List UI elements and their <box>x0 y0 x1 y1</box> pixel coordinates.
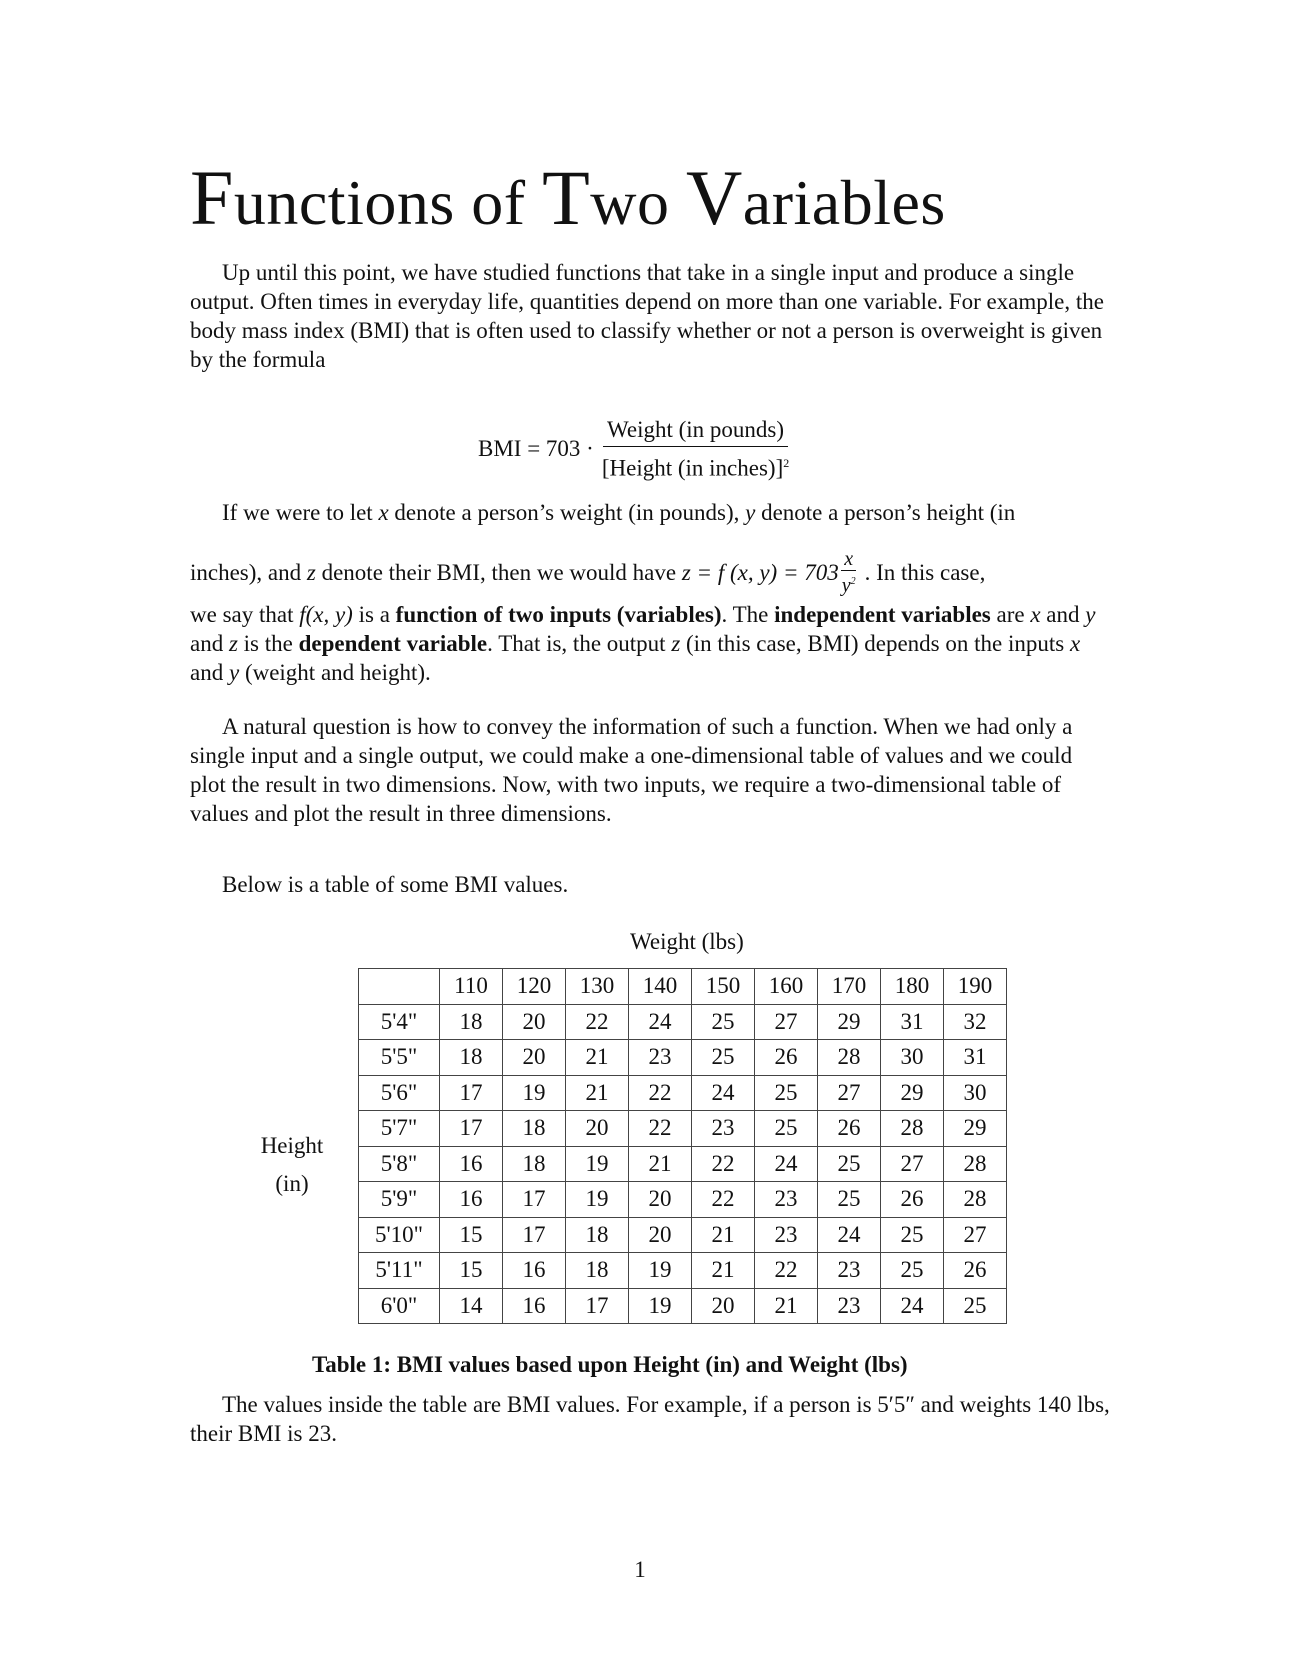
bmi-value-cell: 26 <box>944 1253 1007 1289</box>
bmi-value-cell: 32 <box>944 1004 1007 1040</box>
bmi-value-cell: 23 <box>692 1111 755 1147</box>
bmi-value-cell: 26 <box>818 1111 881 1147</box>
bmi-value-cell: 19 <box>503 1075 566 1111</box>
bmi-value-cell: 22 <box>629 1075 692 1111</box>
bmi-value-cell: 24 <box>692 1075 755 1111</box>
bmi-value-cell: 25 <box>818 1182 881 1218</box>
title-part: T <box>542 154 591 241</box>
bmi-value-cell: 17 <box>440 1075 503 1111</box>
text: and <box>1040 602 1086 627</box>
bmi-value-cell: 20 <box>566 1111 629 1147</box>
function-equation: z = f (x, y) = 703 <box>681 559 839 585</box>
table-row <box>359 1288 1007 1324</box>
bmi-value-cell: 27 <box>944 1217 1007 1253</box>
text: denote a person’s height (in <box>755 500 1016 525</box>
bmi-value-cell: 23 <box>755 1182 818 1218</box>
table-row <box>359 1182 1007 1218</box>
bmi-value-cell: 21 <box>629 1146 692 1182</box>
height-row-header: 5'8" <box>359 1146 440 1182</box>
formula-numerator: Weight (in pounds) <box>603 416 788 447</box>
bmi-value-cell: 28 <box>944 1146 1007 1182</box>
table-body <box>359 1004 1007 1324</box>
bmi-value-cell: 16 <box>503 1253 566 1289</box>
text: . The <box>721 602 775 627</box>
fraction-numerator: x <box>841 548 856 571</box>
bmi-value-cell: 16 <box>440 1182 503 1218</box>
bmi-value-cell: 29 <box>881 1075 944 1111</box>
denominator-exponent: 2 <box>783 456 790 470</box>
title-part: ariables <box>742 167 946 238</box>
height-row-header: 5'10" <box>359 1217 440 1253</box>
bmi-value-cell: 17 <box>566 1288 629 1324</box>
text: and <box>190 660 229 685</box>
bmi-value-cell: 28 <box>818 1040 881 1076</box>
bmi-value-cell: 21 <box>692 1217 755 1253</box>
formula-denominator <box>598 447 793 483</box>
bmi-value-cell: 27 <box>881 1146 944 1182</box>
bmi-value-cell: 24 <box>755 1146 818 1182</box>
bmi-value-cell: 19 <box>629 1288 692 1324</box>
bmi-value-cell: 22 <box>755 1253 818 1289</box>
table-header-row <box>359 969 1007 1005</box>
bmi-value-cell: 23 <box>818 1288 881 1324</box>
table-corner-cell <box>359 969 440 1005</box>
bmi-value-cell: 22 <box>566 1004 629 1040</box>
bmi-value-cell: 15 <box>440 1253 503 1289</box>
question-paragraph: A natural question is how to convey the information of such a function. When we had only a single input and a single output, we could make a one-dimensional table of values and we could plot the result in two dimensions. Now, with two inputs, we require a two-dimensional table of values and plot the result in three dimensions. <box>190 714 1073 826</box>
intro-paragraph: Up until this point, we have studied functions that take in a single input and produce a single output. Often times in everyday life, quantities depend on more than one variable. For example, the body mass index (BMI) that is often used to classify whether or not a person is overweight is given by the formula <box>190 260 1104 372</box>
bmi-value-cell: 25 <box>944 1288 1007 1324</box>
text: If we were to let <box>222 500 379 525</box>
var-y: y <box>1085 602 1096 627</box>
weight-header: 160 <box>755 969 818 1005</box>
weight-header: 180 <box>881 969 944 1005</box>
title-part: V <box>685 154 743 241</box>
formula-lhs: BMI = 703 · <box>478 436 594 462</box>
bmi-value-cell: 27 <box>818 1075 881 1111</box>
bmi-value-cell: 22 <box>692 1182 755 1218</box>
weight-header: 140 <box>629 969 692 1005</box>
height-row-header: 5'5" <box>359 1040 440 1076</box>
bmi-value-cell: 30 <box>881 1040 944 1076</box>
var-y: y <box>228 660 240 685</box>
title-part: F <box>190 154 234 241</box>
text: . That is, the output <box>487 631 672 656</box>
bmi-value-cell: 17 <box>440 1111 503 1147</box>
variables-paragraph-line2 <box>190 548 1110 597</box>
bmi-value-cell: 18 <box>566 1253 629 1289</box>
weight-header: 190 <box>944 969 1007 1005</box>
bmi-value-cell: 20 <box>629 1182 692 1218</box>
bmi-value-cell: 25 <box>881 1253 944 1289</box>
bmi-value-cell: 18 <box>440 1004 503 1040</box>
text: is a <box>352 602 396 627</box>
text: depends on the inputs <box>864 631 1070 656</box>
bmi-value-cell: 23 <box>818 1253 881 1289</box>
bmi-value-cell: 31 <box>881 1004 944 1040</box>
bmi-value-cell: 27 <box>755 1004 818 1040</box>
table-row <box>359 1004 1007 1040</box>
bmi-value-cell: 18 <box>440 1040 503 1076</box>
height-label-line1: Height <box>260 1133 324 1158</box>
bmi-value-cell: 23 <box>629 1040 692 1076</box>
bmi-value-cell: 28 <box>881 1111 944 1147</box>
bmi-value-cell: 14 <box>440 1288 503 1324</box>
bmi-value-cell: 26 <box>755 1040 818 1076</box>
bmi-value-cell: 15 <box>440 1217 503 1253</box>
denominator-text: [Height (in inches)] <box>601 455 784 481</box>
table-row <box>359 1146 1007 1182</box>
bmi-value-cell: 17 <box>503 1217 566 1253</box>
bmi-table <box>358 968 1007 1324</box>
weight-header: 150 <box>692 969 755 1005</box>
bmi-value-cell: 24 <box>881 1288 944 1324</box>
title-part: wo <box>590 167 686 238</box>
text: are <box>996 602 1031 627</box>
bmi-value-cell: 20 <box>503 1040 566 1076</box>
bmi-value-cell: 24 <box>629 1004 692 1040</box>
bmi-value-cell: 22 <box>692 1146 755 1182</box>
fraction-den-var: y <box>841 574 851 597</box>
height-row-header: 6'0" <box>359 1288 440 1324</box>
bmi-value-cell: 22 <box>629 1111 692 1147</box>
var-z: z <box>671 631 681 656</box>
title-part: unctions of <box>233 167 543 238</box>
page-title <box>190 154 946 243</box>
bmi-value-cell: 26 <box>881 1182 944 1218</box>
text: and <box>190 631 229 656</box>
bmi-value-cell: 31 <box>944 1040 1007 1076</box>
weight-header: 110 <box>440 969 503 1005</box>
text: we say that <box>190 602 300 627</box>
weight-header: 130 <box>566 969 629 1005</box>
fraction-exponent: 2 <box>850 576 856 587</box>
bold-term: independent variables <box>774 602 991 627</box>
text: (weight and height). <box>239 660 431 685</box>
var-x: x <box>1030 602 1041 627</box>
table-row <box>359 1075 1007 1111</box>
bold-term: function of two inputs (variables) <box>395 602 722 627</box>
bmi-value-cell: 19 <box>629 1253 692 1289</box>
var-x: x <box>1069 631 1081 656</box>
height-row-header: 5'11" <box>359 1253 440 1289</box>
variables-paragraph-line1 <box>190 498 1110 527</box>
height-row-header: 5'6" <box>359 1075 440 1111</box>
bmi-value-cell: 25 <box>692 1040 755 1076</box>
table-row <box>359 1253 1007 1289</box>
bmi-value-cell: 20 <box>692 1288 755 1324</box>
bmi-value-cell: 21 <box>566 1040 629 1076</box>
bmi-value-cell: 19 <box>566 1146 629 1182</box>
bmi-value-cell: 16 <box>440 1146 503 1182</box>
height-row-header: 5'9" <box>359 1182 440 1218</box>
bmi-value-cell: 25 <box>755 1075 818 1111</box>
inline-fraction <box>839 548 859 597</box>
text: denote their BMI, then we would have <box>315 559 682 585</box>
height-axis-label <box>252 1127 332 1203</box>
bmi-value-cell: 21 <box>566 1075 629 1111</box>
var-y: y <box>745 500 756 525</box>
fxy: f(x, y) <box>299 602 353 627</box>
bmi-value-cell: 29 <box>818 1004 881 1040</box>
page-number: 1 <box>634 1557 646 1582</box>
bmi-value-cell: 25 <box>818 1146 881 1182</box>
bmi-value-cell: 21 <box>692 1253 755 1289</box>
explanation-paragraph: The values inside the table are BMI values. For example, if a person is 5′5″ and weights 140 lbs, their BMI is 23. <box>190 1392 1110 1446</box>
bmi-value-cell: 16 <box>503 1288 566 1324</box>
text: is the <box>237 631 299 656</box>
bmi-value-cell: 20 <box>503 1004 566 1040</box>
bmi-value-cell: 24 <box>818 1217 881 1253</box>
bmi-value-cell: 30 <box>944 1075 1007 1111</box>
bmi-value-cell: 29 <box>944 1111 1007 1147</box>
bmi-value-cell: 18 <box>566 1217 629 1253</box>
bmi-value-cell: 28 <box>944 1182 1007 1218</box>
text: denote a person’s weight (in pounds), <box>388 500 746 525</box>
weight-axis-label: Weight (lbs) <box>630 929 744 954</box>
height-label-line2: (in) <box>275 1171 309 1196</box>
weight-header: 120 <box>503 969 566 1005</box>
var-x: x <box>378 500 389 525</box>
text: inches), and <box>190 559 307 585</box>
table-row <box>359 1111 1007 1147</box>
bmi-value-cell: 19 <box>566 1182 629 1218</box>
bmi-value-cell: 21 <box>755 1288 818 1324</box>
bmi-value-cell: 25 <box>881 1217 944 1253</box>
variables-paragraph-rest <box>190 600 1110 687</box>
table-intro-paragraph: Below is a table of some BMI values. <box>222 872 569 897</box>
bmi-value-cell: 20 <box>629 1217 692 1253</box>
text: . In this case, <box>864 559 986 585</box>
bmi-value-cell: 17 <box>503 1182 566 1218</box>
bmi-value-cell: 23 <box>755 1217 818 1253</box>
table-row <box>359 1217 1007 1253</box>
fraction-denominator <box>839 571 859 597</box>
text: (in this case, BMI) <box>680 631 859 656</box>
var-z: z <box>306 559 316 585</box>
table-caption: Table 1: BMI values based upon Height (in) and Weight (lbs) <box>312 1352 908 1377</box>
bmi-formula <box>478 416 793 483</box>
weight-header: 170 <box>818 969 881 1005</box>
bmi-value-cell: 18 <box>503 1146 566 1182</box>
formula-fraction <box>598 416 793 483</box>
bmi-value-cell: 25 <box>755 1111 818 1147</box>
var-z: z <box>228 631 238 656</box>
table-row <box>359 1040 1007 1076</box>
height-row-header: 5'7" <box>359 1111 440 1147</box>
height-row-header: 5'4" <box>359 1004 440 1040</box>
bmi-value-cell: 18 <box>503 1111 566 1147</box>
bmi-value-cell: 25 <box>692 1004 755 1040</box>
bold-term: dependent variable <box>298 631 488 656</box>
